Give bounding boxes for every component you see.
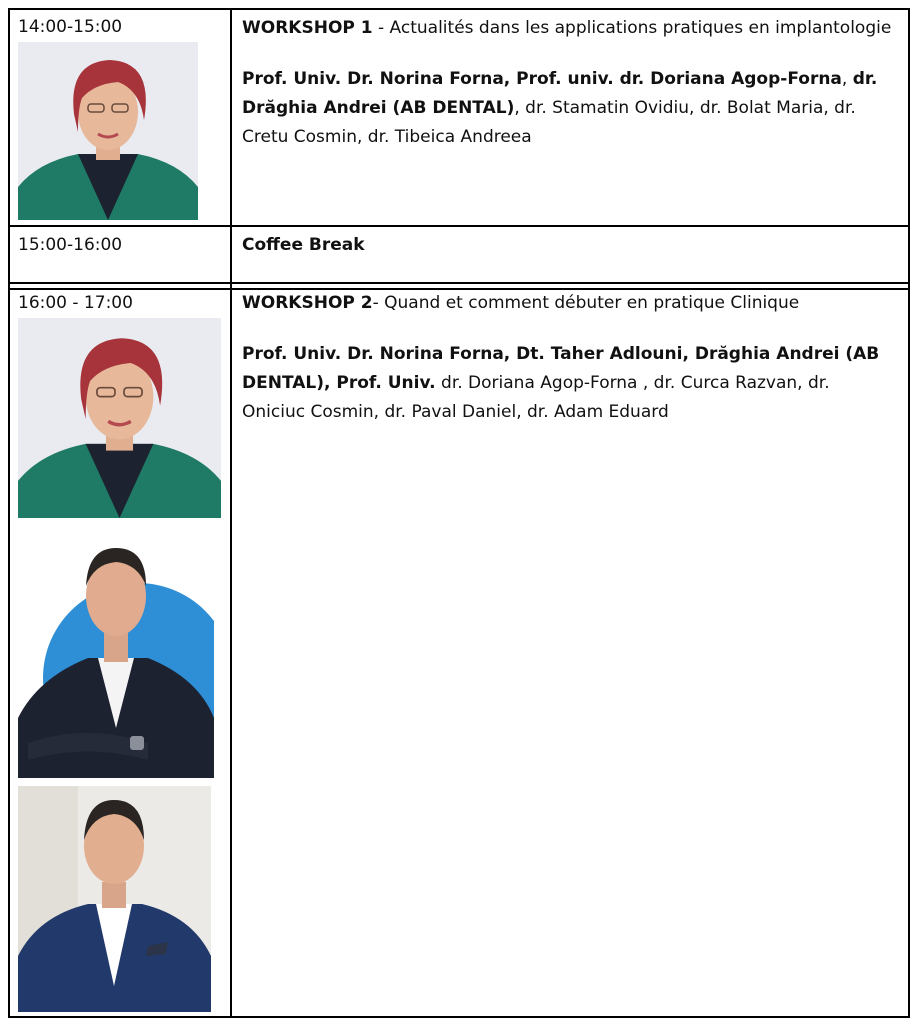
session-title: [242, 289, 897, 318]
session-title-rest: - Quand et comment débuter en pratique Clinique: [372, 293, 800, 313]
speakers-part: Prof. Univ. Dr. Norina Forna, Prof. univ. dr. Doriana Agop-Forna: [242, 69, 842, 89]
session-description: [242, 231, 897, 260]
session-time: 14:00-15:00: [18, 17, 123, 37]
row-divider: [10, 282, 908, 284]
session-title: [242, 14, 897, 43]
portrait-woman-photo: [18, 318, 221, 518]
session-title-bold: WORKSHOP 1: [242, 18, 373, 38]
speakers-part: Prof. Univ. Dr. Norina Forna, Dt. Taher Adlouni, Drăghia Andrei (AB DENTAL), Prof. Univ.: [242, 344, 880, 393]
portrait-man-photo: [18, 528, 214, 778]
session-title-bold: Coffee Break: [242, 235, 365, 255]
session-title-rest: - Actualités dans les applications pratiques en implantologie: [372, 18, 892, 38]
speakers-part: ,: [841, 69, 853, 89]
speakers-part: dr. Doriana Agop-Forna , dr. Curca Razvan, dr. Oniciuc Cosmin, dr. Paval Daniel, dr. Adam Eduard: [242, 373, 830, 422]
speakers-part: dr. Drăghia Andrei (AB DENTAL): [242, 69, 878, 118]
column-divider: [230, 10, 232, 1016]
session-time: 16:00 - 17:00: [18, 293, 133, 313]
session-description: [242, 14, 897, 152]
session-title-bold: WORKSHOP 2: [242, 293, 373, 313]
row-divider: [10, 225, 908, 227]
session-speakers: [242, 340, 897, 427]
portrait-woman-photo: [18, 42, 198, 220]
session-time: 15:00-16:00: [18, 235, 123, 255]
session-description: [242, 289, 897, 427]
portrait-man-photo: [18, 786, 211, 1012]
speakers-part: , dr. Stamatin Ovidiu, dr. Bolat Maria, dr. Cretu Cosmin, dr. Tibeica Andreea: [242, 98, 856, 147]
session-speakers: [242, 65, 897, 152]
